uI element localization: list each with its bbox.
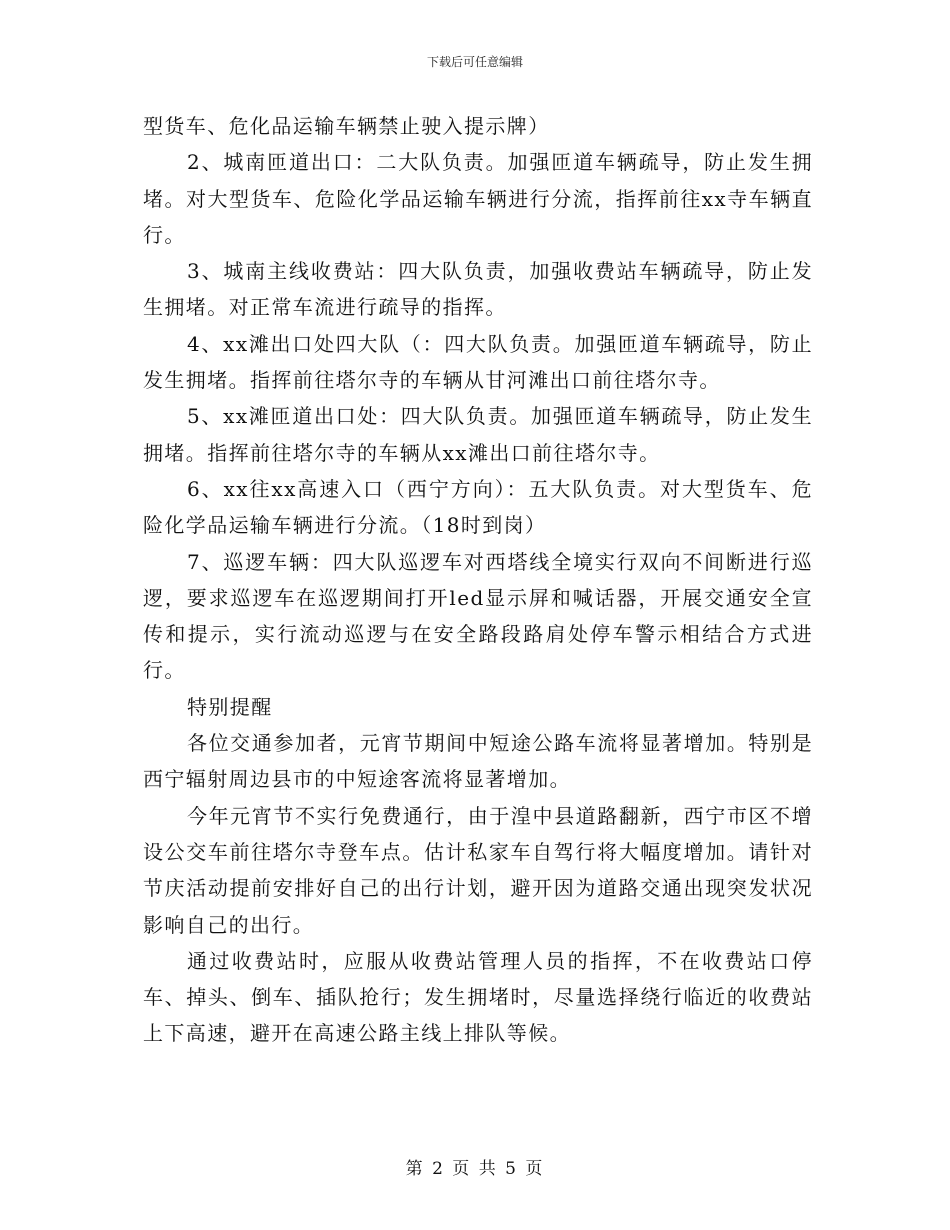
page-footer: 第 2 页 共 5 页 xyxy=(405,1159,545,1179)
paragraph-notice-2: 今年元宵节不实行免费通行，由于湟中县道路翻新，西宁市区不增设公交车前往塔尔寺登车点。估计私家车自驾行将大幅度增加。请针对节庆活动提前安排好自己的出行计划，避开因为道路交通出现突发状况影响自己的出行。 xyxy=(143,803,813,937)
paragraph-notice-1: 各位交通参加者，元宵节期间中短途公路车流将显著增加。特别是西宁辐射周边县市的中短途客流将显著增加。 xyxy=(143,731,813,792)
paragraph-item-2: 2、城南匝道出口：二大队负责。加强匝道车辆疏导，防止发生拥堵。对大型货车、危险化学品运输车辆进行分流，指挥前往xx寺车辆直行。 xyxy=(143,150,813,247)
paragraph-item-3: 3、城南主线收费站：四大队负责，加强收费站车辆疏导，防止发生拥堵。对正常车流进行疏导的指挥。 xyxy=(143,259,813,320)
paragraph-notice-3: 通过收费站时，应服从收费站管理人员的指挥，不在收费站口停车、掉头、倒车、插队抢行；发生拥堵时，尽量选择绕行临近的收费站上下高速，避开在高速公路主线上排队等候。 xyxy=(143,948,813,1046)
paragraph-item-4: 4、xx滩出口处四大队（：四大队负责。加强匝道车辆疏导，防止发生拥堵。指挥前往塔尔寺的车辆从甘河滩出口前往塔尔寺。 xyxy=(143,331,813,393)
section-heading: 特别提醒 xyxy=(187,694,273,719)
document-body xyxy=(143,108,813,1052)
page-header: 下载后可任意编辑 xyxy=(426,55,523,69)
paragraph-continuation: 型货车、危化品运输车辆禁止驶入提示牌） xyxy=(143,114,550,138)
paragraph-item-7: 7、巡逻车辆：四大队巡逻车对西塔线全境实行双向不间断进行巡逻，要求巡逻车在巡逻期间打开led显示屏和喊话器，开展交通安全宣传和提示，实行流动巡逻与在安全路段路肩处停车警示相结合方式进行。 xyxy=(143,549,813,683)
paragraph-item-6: 6、xx往xx高速入口（西宁方向）：五大队负责。对大型货车、危险化学品运输车辆进行分流。（18时到岗） xyxy=(143,476,813,538)
paragraph-item-5: 5、xx滩匝道出口处：四大队负责。加强匝道车辆疏导，防止发生拥堵。指挥前往塔尔寺的车辆从xx滩出口前往塔尔寺。 xyxy=(143,404,813,465)
